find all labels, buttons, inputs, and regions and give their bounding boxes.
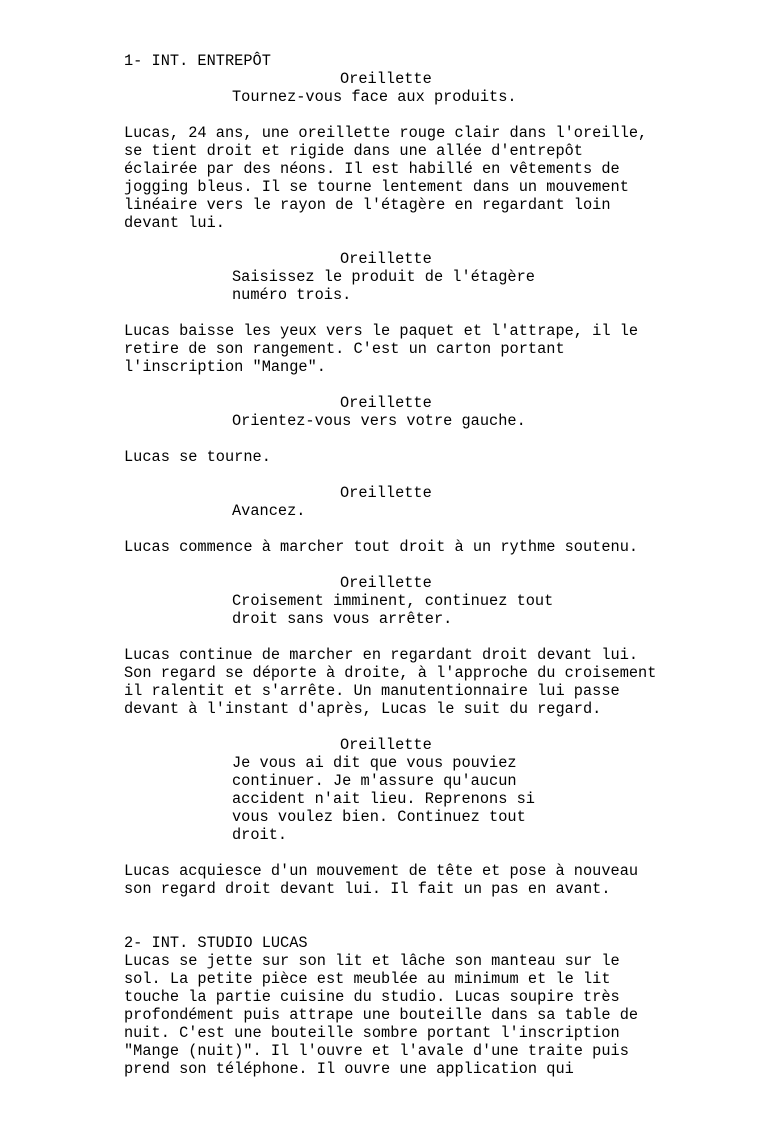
character-name: Oreillette [340,736,432,754]
blank-line [124,430,764,448]
action-line: linéaire vers le rayon de l'étagère en regardant loin [124,196,611,214]
action-block [124,862,764,898]
action-line: Son regard se déporte à droite, à l'approche du croisement [124,664,657,682]
action-line: éclairée par des néons. Il est habillé en vêtements de [124,160,620,178]
action-block [124,124,764,232]
action-line: Lucas, 24 ans, une oreillette rouge clair dans l'oreille, [124,124,648,142]
action-line: l'inscription "Mange". [124,358,326,376]
action-line: Lucas acquiesce d'un mouvement de tête et pose à nouveau [124,862,639,880]
dialogue-block [124,502,764,520]
action-line: devant lui. [124,214,225,232]
character-name: Oreillette [340,394,432,412]
scene-heading-1: 1- INT. ENTREPÔT [124,52,271,70]
action-line: prend son téléphone. Il ouvre une application qui [124,1060,574,1078]
blank-line [124,718,764,736]
blank-line [124,844,764,862]
blank-line [124,376,764,394]
action-line: Lucas se tourne. [124,448,271,466]
action-line: il ralentit et s'arrête. Un manutentionnaire lui passe [124,682,620,700]
dialogue-line: accident n'ait lieu. Reprenons si [232,790,535,808]
dialogue-line: numéro trois. [232,286,352,304]
scene-separator [124,898,764,934]
action-line: nuit. C'est une bouteille sombre portant l'inscription [124,1024,620,1042]
action-line: son regard droit devant lui. Il fait un pas en avant. [124,880,611,898]
action-line: devant à l'instant d'après, Lucas le suit du regard. [124,700,602,718]
action-line: touche la partie cuisine du studio. Lucas soupire très [124,988,620,1006]
action-line: Lucas baisse les yeux vers le paquet et l'attrape, il le [124,322,639,340]
scene-heading-2: 2- INT. STUDIO LUCAS [124,934,308,952]
dialogue-block [124,412,764,430]
action-block [124,538,764,556]
dialogue-block [124,754,764,844]
dialogue-line: Orientez-vous vers votre gauche. [232,412,526,430]
blank-line [124,628,764,646]
action-line: retire de son rangement. C'est un carton portant [124,340,565,358]
action-line: "Mange (nuit)". Il l'ouvre et l'avale d'une traite puis [124,1042,629,1060]
blank-line [124,520,764,538]
action-block [124,646,764,718]
action-block [124,322,764,376]
dialogue-line: droit sans vous arrêter. [232,610,453,628]
action-line: jogging bleus. Il se tourne lentement dans un mouvement [124,178,629,196]
action-line: Lucas commence à marcher tout droit à un rythme soutenu. [124,538,639,556]
action-block [124,448,764,466]
character-name: Oreillette [340,484,432,502]
dialogue-line: Je vous ai dit que vous pouviez [232,754,517,772]
dialogue-block [124,268,764,304]
action-line: Lucas se jette sur son lit et lâche son manteau sur le [124,952,620,970]
blank-line [124,232,764,250]
dialogue-line: vous voulez bien. Continuez tout [232,808,526,826]
dialogue-line: Saisissez le produit de l'étagère [232,268,535,286]
character-name: Oreillette [340,250,432,268]
screenplay-page [124,52,764,1078]
scene-2-action [124,952,764,1078]
blank-line [124,106,764,124]
dialogue-line: Avancez. [232,502,306,520]
dialogue-block [124,88,764,106]
action-line: se tient droit et rigide dans une allée d'entrepôt [124,142,583,160]
action-line: profondément puis attrape une bouteille dans sa table de [124,1006,639,1024]
action-line: sol. La petite pièce est meublée au minimum et le lit [124,970,611,988]
blank-line [124,556,764,574]
dialogue-line: Croisement imminent, continuez tout [232,592,554,610]
blank-line [124,304,764,322]
blank-line [124,466,764,484]
dialogue-line: continuer. Je m'assure qu'aucun [232,772,517,790]
character-name: Oreillette [340,70,432,88]
dialogue-block [124,592,764,628]
character-name: Oreillette [340,574,432,592]
dialogue-line: Tournez-vous face aux produits. [232,88,517,106]
action-line: Lucas continue de marcher en regardant droit devant lui. [124,646,639,664]
scene-1-body [124,70,764,898]
dialogue-line: droit. [232,826,288,844]
